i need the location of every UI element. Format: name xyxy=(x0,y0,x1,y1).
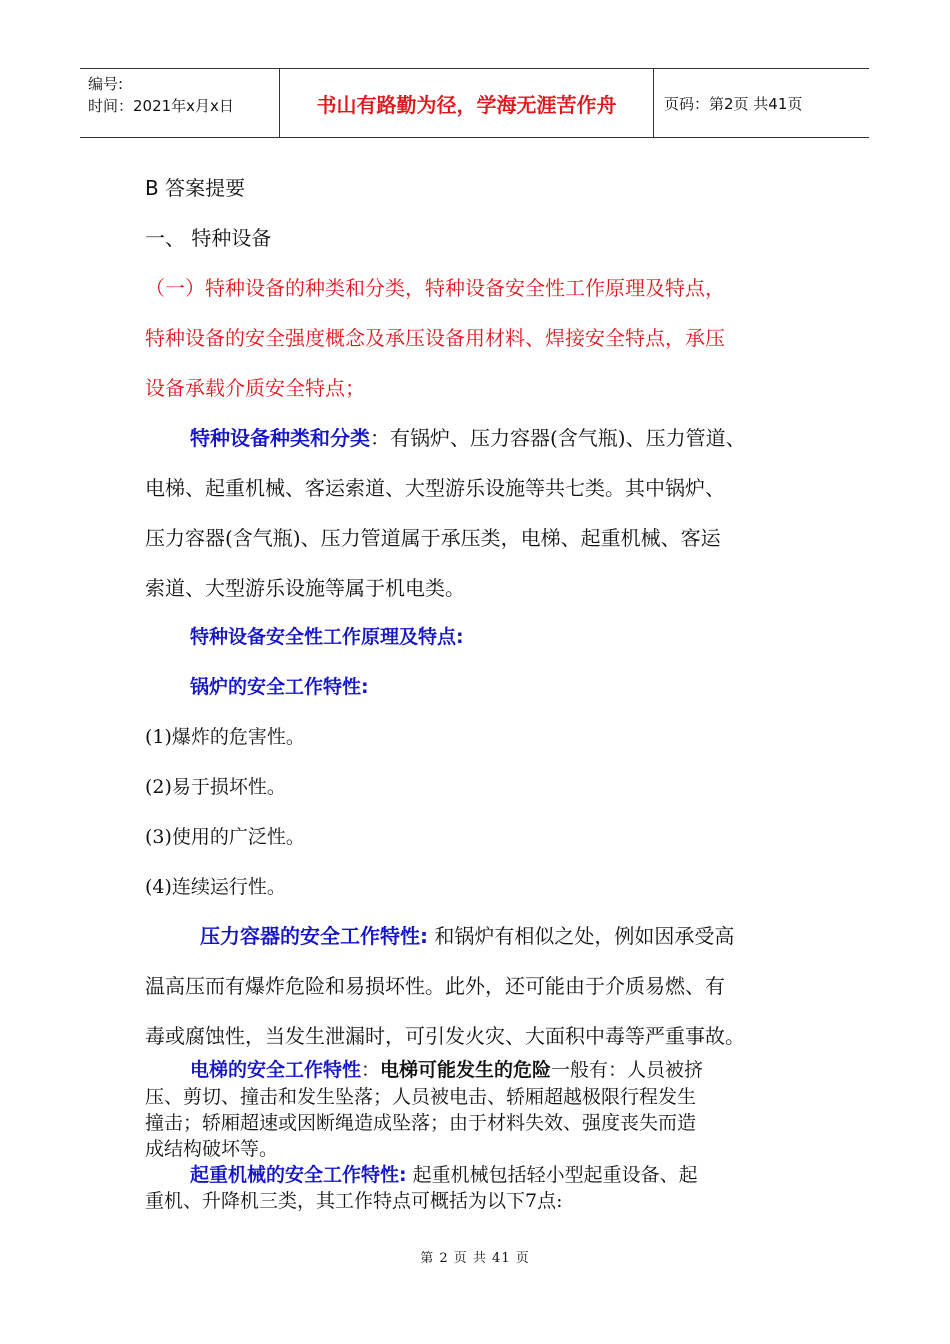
section-b-heading: B 答案提要 xyxy=(145,176,246,200)
part-one-heading: 一、 特种设备 xyxy=(145,226,272,250)
vessel-text-1: 和锅炉有相似之处，例如因承受高 xyxy=(428,924,735,948)
types-label: 特种设备种类和分类 xyxy=(190,426,370,450)
header-motto: 书山有路勤为径，学海无涯苦作舟 xyxy=(280,69,654,137)
elevator-label: 电梯的安全工作特性 xyxy=(190,1059,362,1081)
elevator-paragraph-line-4: 成结构破坏等。 xyxy=(145,1138,279,1160)
types-paragraph-line-4: 索道、大型游乐设施等属于机电类。 xyxy=(145,576,465,600)
vessel-label: 压力容器的安全工作特性: xyxy=(200,924,428,948)
boiler-heading: 锅炉的安全工作特性: xyxy=(190,676,369,698)
crane-text-1: 起重机械包括轻小型起重设备、起 xyxy=(406,1164,698,1186)
red-heading-line-2: 特种设备的安全强度概念及承压设备用材料、焊接安全特点，承压 xyxy=(145,326,725,350)
elevator-hazard-label: 电梯可能发生的危险 xyxy=(380,1059,552,1081)
boiler-item-2: (2)易于损坏性。 xyxy=(145,776,286,798)
types-paragraph-line-3: 压力容器(含气瓶)、压力管道属于承压类，电梯、起重机械、客运 xyxy=(145,526,721,550)
boiler-item-4: (4)连续运行性。 xyxy=(145,876,286,898)
time-label: 时间：2021年x月x日 xyxy=(88,97,234,115)
crane-paragraph-line-2: 重机、升降机三类，其工作特点可概括为以下7点: xyxy=(145,1190,563,1212)
elevator-colon: ： xyxy=(361,1059,381,1081)
red-heading-line-3: 设备承载介质安全特点； xyxy=(145,376,365,400)
elevator-paragraph-line-1 xyxy=(190,1055,703,1082)
header-page-info: 页码：第2页 共41页 xyxy=(664,94,803,113)
types-paragraph-line-2: 电梯、起重机械、客运索道、大型游乐设施等共七类。其中锅炉、 xyxy=(145,476,725,500)
principle-heading: 特种设备安全性工作原理及特点: xyxy=(190,626,464,648)
page-header xyxy=(80,68,869,138)
elevator-text-1: 一般有：人员被挤 xyxy=(551,1059,704,1081)
header-meta xyxy=(80,69,280,137)
vessel-paragraph-line-3: 毒或腐蚀性，当发生泄漏时，可引发火灾、大面积中毒等严重事故。 xyxy=(145,1024,745,1048)
boiler-item-3: (3)使用的广泛性。 xyxy=(145,826,305,848)
elevator-paragraph-line-3: 撞击；轿厢超速或因断绳造成坠落；由于材料失效、强度丧失而造 xyxy=(145,1112,697,1134)
red-heading-line-1: （一）特种设备的种类和分类，特种设备安全性工作原理及特点， xyxy=(145,276,725,300)
types-text-1: ：有锅炉、压力容器(含气瓶)、压力管道、 xyxy=(370,426,746,450)
crane-paragraph-line-1 xyxy=(190,1160,698,1187)
page-footer: 第 2 页 共 41 页 xyxy=(420,1251,530,1266)
number-label: 编号: xyxy=(88,75,124,93)
types-paragraph-line-1 xyxy=(190,422,746,451)
vessel-paragraph-line-2: 温高压而有爆炸危险和易损坏性。此外，还可能由于介质易燃、有 xyxy=(145,974,725,998)
boiler-item-1: (1)爆炸的危害性。 xyxy=(145,726,305,748)
vessel-paragraph-line-1 xyxy=(200,920,734,949)
crane-label: 起重机械的安全工作特性: xyxy=(190,1164,407,1186)
elevator-paragraph-line-2: 压、剪切、撞击和发生坠落；人员被电击、轿厢超越极限行程发生 xyxy=(145,1086,697,1108)
